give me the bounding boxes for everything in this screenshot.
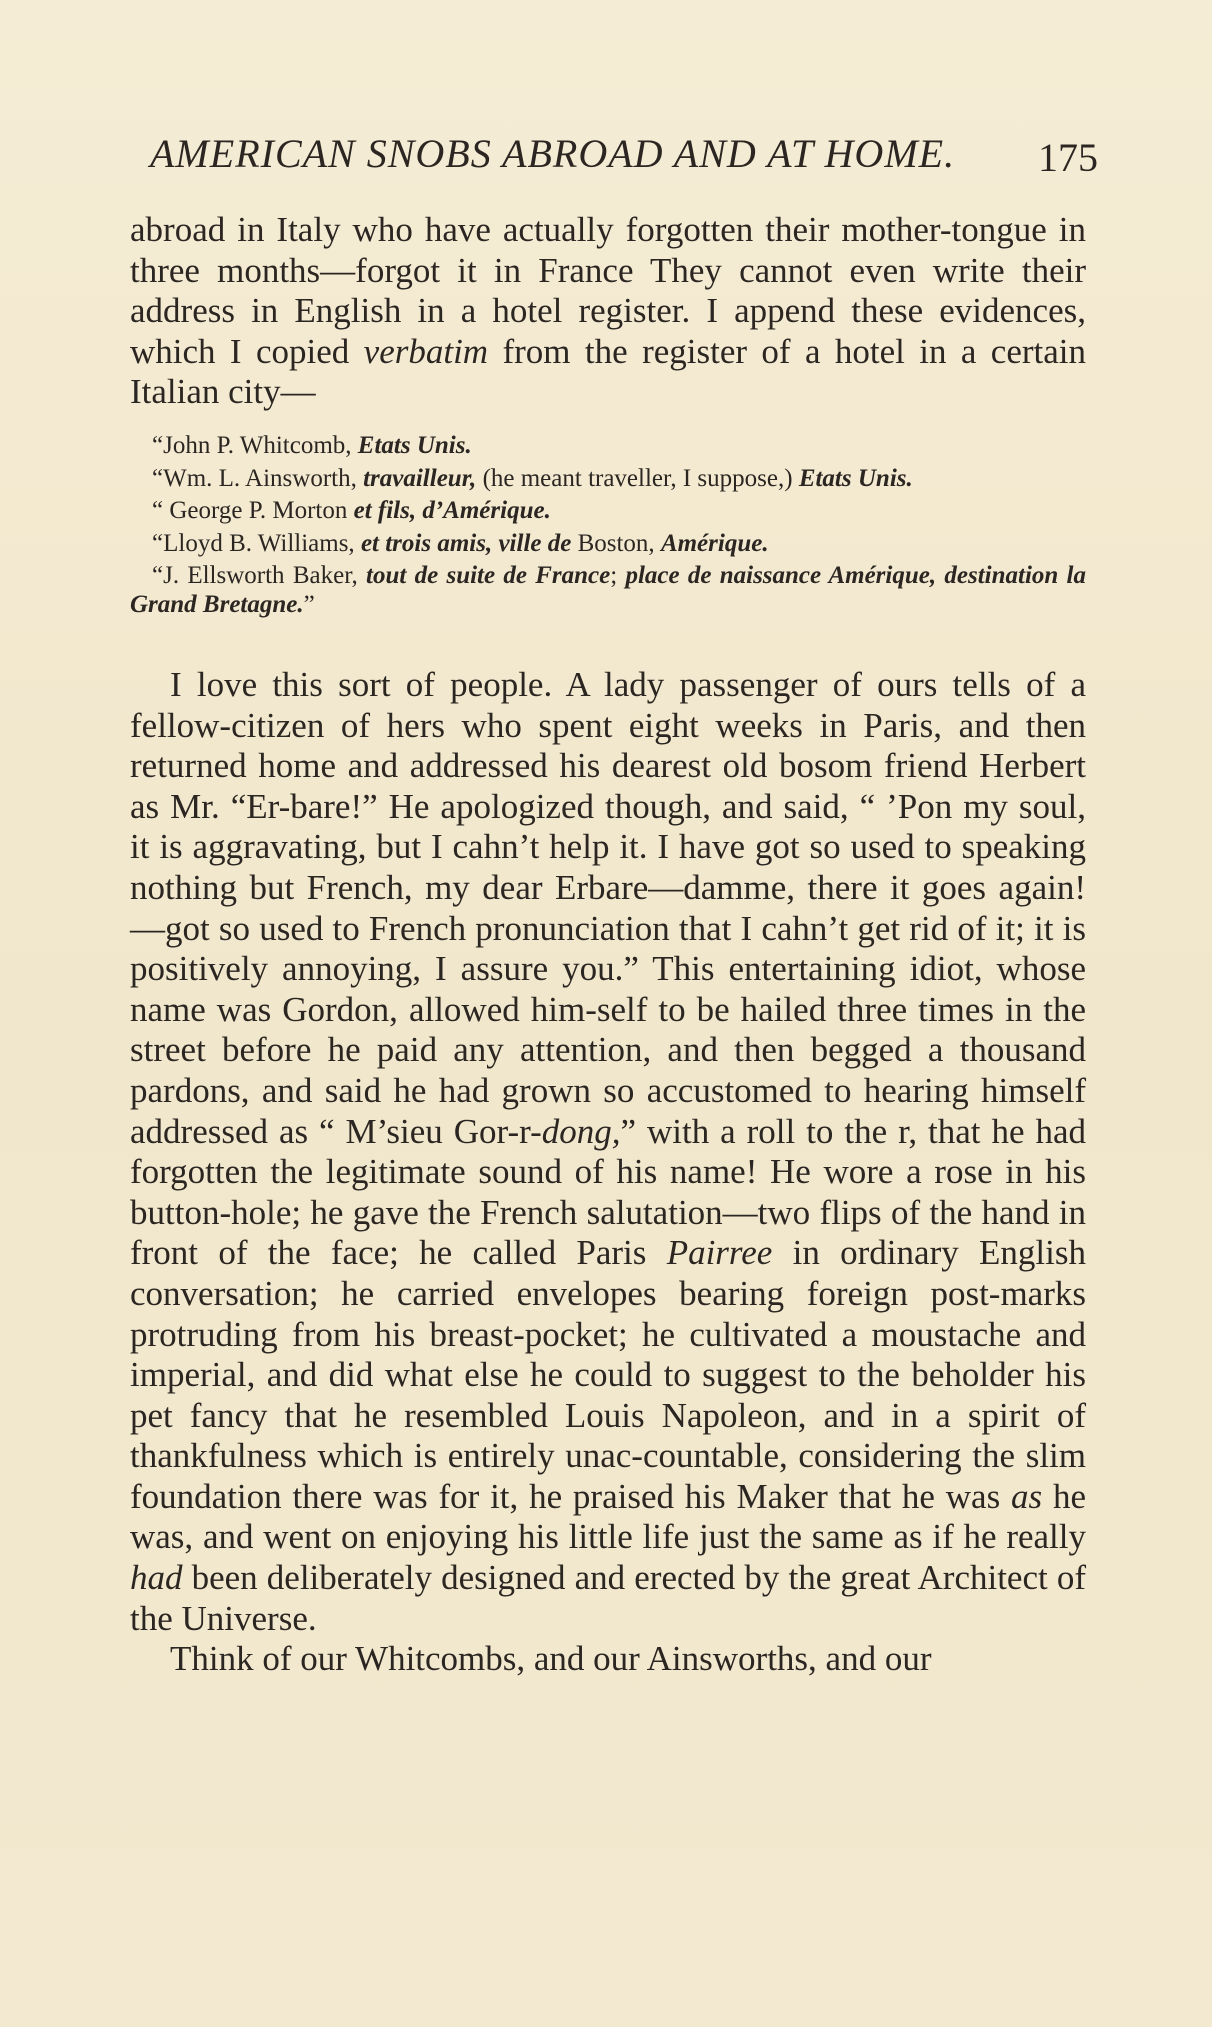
intro-italic-verbatim: verbatim — [363, 331, 489, 371]
register-entry-text: “ George P. Morton — [152, 497, 354, 524]
paragraph-text: been deliberately designed and erected by the great Architect of the Universe. — [130, 1558, 1086, 1638]
intro-text-a: abroad in Italy who have actually forgotten their mother-tongue in three months—forgot it in France They cannot even write their address in English in a hotel register. I append these evidences, which I copied — [130, 210, 1086, 371]
paragraph-italic: as — [1011, 1476, 1043, 1516]
intro-text-c: from the register of a hotel in a certain Italian city— — [130, 331, 1087, 411]
page-number: 175 — [1038, 135, 1098, 180]
register-entry-text: Boston, — [571, 529, 661, 557]
paragraph-italic: had — [130, 1558, 183, 1598]
register-entry-whitcomb — [130, 432, 1086, 461]
register-entry-text: “J. Ellsworth Baker, — [152, 562, 367, 589]
register-entry-italic: Etats Unis. — [798, 464, 913, 492]
register-entry-italic: Amérique. — [660, 529, 769, 557]
running-title: AMERICAN SNOBS ABROAD AND AT HOME. — [150, 131, 956, 176]
register-entry-italic: et fils, d’Amérique. — [353, 497, 551, 524]
paragraph-italic: dong, — [541, 1111, 621, 1151]
paragraph-text: in ordinary English conversation; he carried envelopes bearing foreign post-marks protruding from his breast-pocket; he cultivated a moustache and imperial, and did what else he could to suggest to the beholder his pet fancy that he resembled Louis Napoleon, and in a spirit of thankfulness which is entirely unac-countable, considering the slim foundation there was for it, he praised his Maker that he was — [130, 1233, 1086, 1516]
register-entry-text: “Wm. L. Ainsworth, — [152, 464, 364, 492]
register-entry-text: (he meant traveller, I suppose,) — [476, 464, 799, 492]
intro-text — [130, 210, 1086, 413]
main-text — [130, 665, 1086, 1680]
register-entry-williams — [130, 530, 1086, 559]
paragraph-gordon — [130, 665, 1086, 1639]
hotel-register-quote — [130, 432, 1086, 619]
register-entry-morton — [130, 497, 1086, 526]
paragraph-whitcombs: Think of our Whitcombs, and our Ainsworths, and our — [170, 1639, 932, 1679]
register-entry-italic: et trois amis, ville de — [360, 529, 572, 557]
register-entry-baker — [130, 562, 1086, 619]
register-entry-text: ” — [303, 590, 315, 618]
running-header — [150, 130, 1100, 190]
register-entry-italic: travailleur, — [363, 464, 477, 492]
register-entry-italic: place de naissance Amérique, destination la Grand Bretagne. — [130, 562, 1087, 618]
register-entry-italic: Etats Unis. — [357, 432, 472, 459]
register-entry-text: “John P. Whitcomb, — [152, 432, 358, 459]
register-entry-text: ; — [610, 562, 626, 589]
paragraph-text: I love this sort of people. A lady passenger of ours tells of a fellow-citizen of hers who spent eight weeks in Paris, and then returned home and addressed his dearest old bosom friend Herbert as Mr. “Er-bare!” He apologized though, and said, “ ’Pon my soul, it is aggravating, but I cahn’t help it. I have got so used to speaking nothing but French, my dear Erbare—damme, there it goes again!—got so used to French pronunciation that I cahn’t get rid of it; it is positively annoying, I assure you.” This entertaining idiot, whose name was Gordon, allowed him-self to be hailed three times in the street before he paid any attention, and then begged a thousand pardons, and said he had grown so accustomed to hearing himself addressed as “ M’sieu Gor-r- — [130, 665, 1086, 1151]
intro-paragraph — [130, 210, 1086, 413]
paragraph-text: he was, and went on enjoying his little life just the same as if he really — [130, 1476, 1086, 1557]
register-entry-italic: tout de suite de France — [366, 562, 611, 589]
register-entry-text: “Lloyd B. Williams, — [152, 529, 361, 557]
paragraph-text: ” with a roll to the r, that he had forgotten the legitimate sound of his name! He wore a rose in his button-hole; he gave the French salutation—two flips of the hand in front of the face; he called Paris — [130, 1111, 1086, 1273]
paragraph-italic: Pairree — [666, 1233, 773, 1273]
register-entry-ainsworth — [130, 465, 1086, 494]
